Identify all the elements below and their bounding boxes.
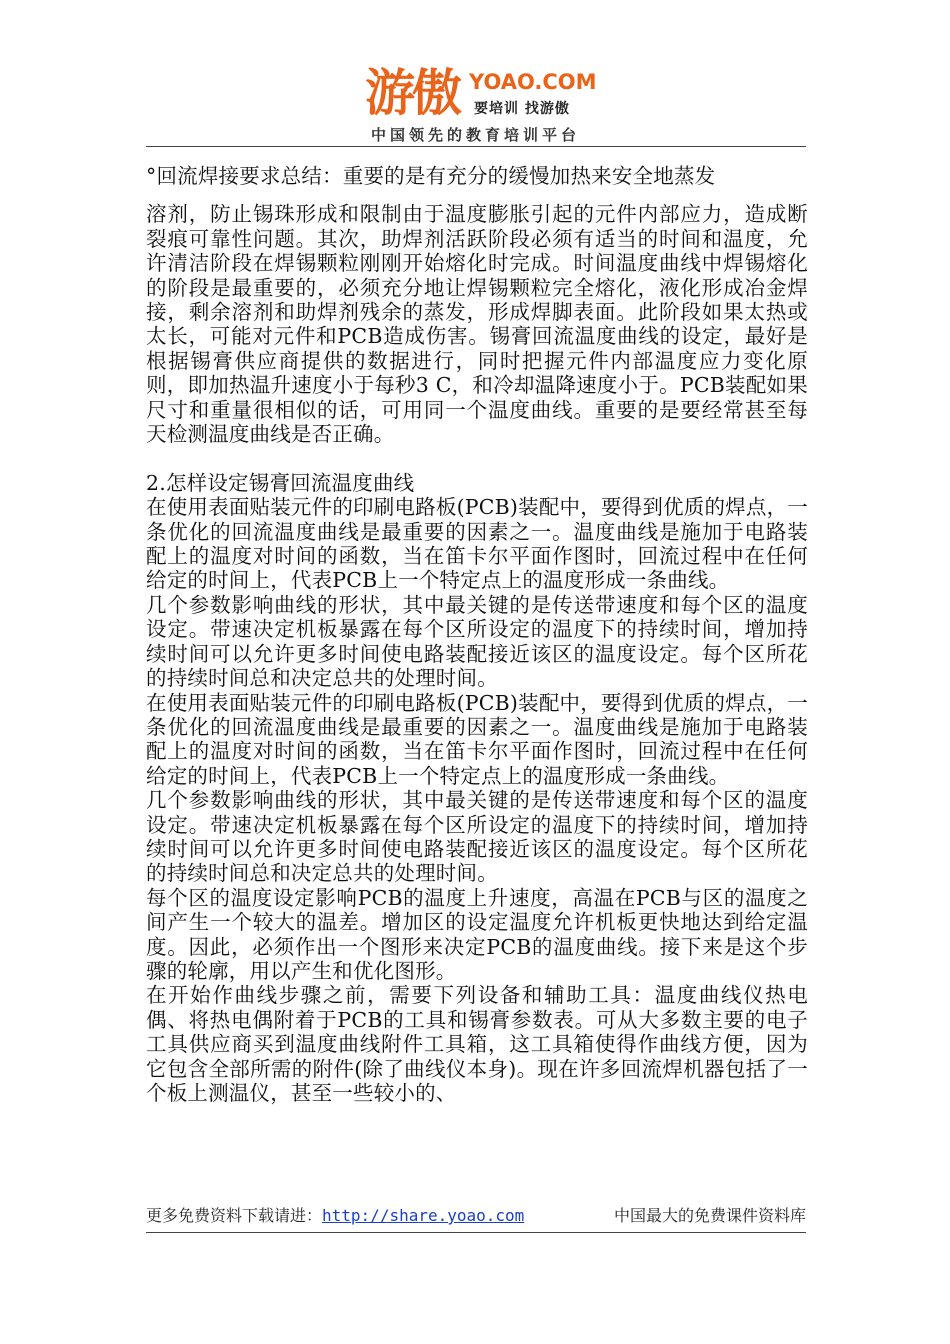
footer-download-link[interactable]: http://share.yoao.com xyxy=(322,1206,525,1225)
paragraph-3: 几个参数影响曲线的形状，其中最关键的是传送带速度和每个区的温度设定。带速决定机板暴露在每个区所设定的温度下的持续时间，增加持续时间可以允许更多时间使电路装配接近该区的温度设定。每个区所花的持续时间总和决定总共的处理时间。 xyxy=(146,592,808,691)
footer-lead xyxy=(146,1203,524,1226)
paragraph-4: 在使用表面贴装元件的印刷电路板(PCB)装配中，要得到优质的焊点，一条优化的回流温度曲线是最重要的因素之一。温度曲线是施加于电路装配上的温度对时间的函数，当在笛卡尔平面作图时，回流过程中在任何给定的时间上，代表PCB上一个特定点上的温度形成一条曲线。 xyxy=(146,690,808,788)
paragraph-1: 溶剂，防止锡珠形成和限制由于温度膨胀引起的元件内部应力，造成断裂痕可靠性问题。其次，助焊剂活跃阶段必须有适当的时间和温度，允许清洁阶段在焊锡颗粒刚刚开始熔化时完成。时间温度曲线中焊锡熔化的阶段是最重要的，必须充分地让焊锡颗粒完全熔化，液化形成冶金焊接，剩余溶剂和助焊剂残余的蒸发，形成焊脚表面。此阶段如果太热或太长，可能对元件和PCB造成伤害。锡膏回流温度曲线的设定，最好是根据锡膏供应商提供的数据进行，同时把握元件内部温度应力变化原则，即加热温升速度小于每秒3 C，和冷却温降速度小于。PCB装配如果尺寸和重量很相似的话，可用同一个温度曲线。重要的是要经常甚至每天检测温度曲线是否正确。 xyxy=(146,202,808,447)
paragraph-6: 每个区的温度设定影响PCB的温度上升速度，高温在PCB与区的温度之间产生一个较大的温差。增加区的设定温度允许机板更快地达到给定温度。因此，必须作出一个图形来决定PCB的温度曲线。接下来是这个步骤的轮廓，用以产生和优化图形。 xyxy=(146,885,808,983)
header-divider xyxy=(146,146,806,147)
section-heading: 2.怎样设定锡膏回流温度曲线 xyxy=(146,470,415,495)
paragraph-intro: °回流焊接要求总结：重要的是有充分的缓慢加热来安全地蒸发 xyxy=(146,164,716,188)
header-tagline: 中国领先的教育培训平台 xyxy=(371,126,581,144)
document-body xyxy=(146,164,808,1105)
logo-slogan: 要培训 找游傲 xyxy=(474,101,570,117)
paragraph-7: 在开始作曲线步骤之前，需要下列设备和辅助工具：温度曲线仪热电偶、将热电偶附着于PCB的工具和锡膏参数表。可从大多数主要的电子工具供应商买到温度曲线附件工具箱，这工具箱使得作曲线方便，因为它包含全部所需的附件(除了曲线仪本身)。现在许多回流焊机器包括了一个板上测温仪，甚至一些较小的、 xyxy=(146,983,808,1106)
footer-right-text: 中国最大的免费课件资料库 xyxy=(613,1206,806,1225)
paragraph-spacer xyxy=(146,446,808,470)
footer-lead-text: 更多免费资料下载请进： xyxy=(146,1206,323,1225)
logo-glyphs: 游傲 xyxy=(365,64,459,122)
footer-divider xyxy=(146,1232,806,1233)
paragraph-2: 在使用表面贴装元件的印刷电路板(PCB)装配中，要得到优质的焊点，一条优化的回流温度曲线是最重要的因素之一。温度曲线是施加于电路装配上的温度对时间的函数，当在笛卡尔平面作图时，回流过程中在任何给定的时间上，代表PCB上一个特定点上的温度形成一条曲线。 xyxy=(146,495,808,593)
paragraph-5: 几个参数影响曲线的形状，其中最关键的是传送带速度和每个区的温度设定。带速决定机板暴露在每个区所设定的温度下的持续时间，增加持续时间可以允许更多时间使电路装配接近该区的温度设定。每个区所花的持续时间总和决定总共的处理时间。 xyxy=(146,788,808,886)
logo-domain: YOAO.COM xyxy=(469,70,597,94)
page-footer xyxy=(146,1203,808,1229)
